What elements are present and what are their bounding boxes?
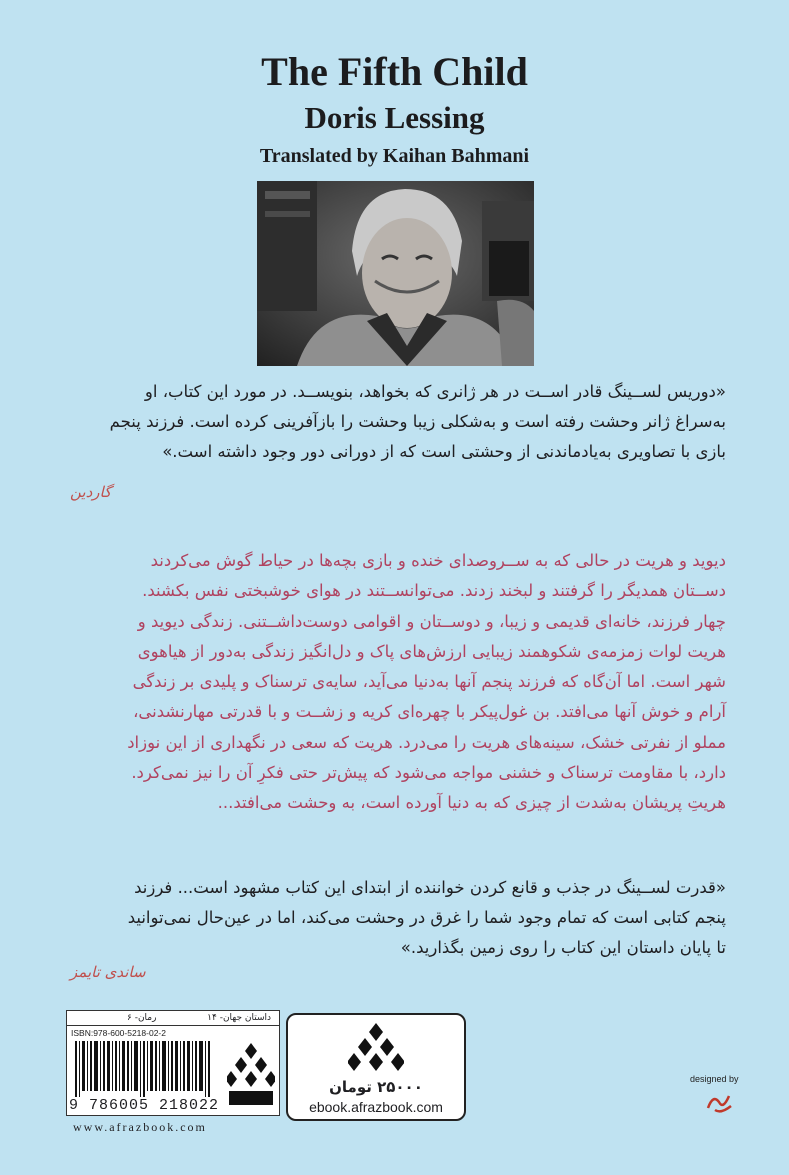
book-title: The Fifth Child [261,49,528,94]
author-photo [257,181,534,366]
ebook-url[interactable]: ebook.afrazbook.com [309,1099,443,1115]
review-line: تا پایان داستان این کتاب را روی زمین بگذارید.» [400,938,726,957]
translator-credit: Translated by Kaihan Bahmani [259,145,530,167]
series-info [67,1011,279,1026]
guardian-review [66,377,726,467]
designer-signature-icon [705,1088,735,1116]
isbn: ISBN:978-600-5218-02-2 [71,1028,166,1038]
author-name: Doris Lessing [304,100,485,135]
review-line: به‌سراغ ژانر وحشت رفته است و به‌شکلی زیبا وحشت را بازآفرینی کرده است. فرزند پنجم [109,412,726,431]
barcode-number: 9 786005 218022 [69,1097,220,1114]
review-line: بازی با تصاویری به‌یادماندنی از وحشتی است که از دورانی دور وجود داشته است.» [162,442,726,461]
publisher-website[interactable]: www.afrazbook.com [73,1120,207,1134]
publisher-logo-icon [227,1041,275,1107]
synopsis-line: شهر است. اما آن‌گاه که فرزند پنجم آنها به‌دنیا می‌آید، سایه‌ی ترسناک و پلیدی بر زندگی [132,672,726,692]
series-label: داستان جهان- ۱۴ [207,1013,271,1023]
price: ۲۵۰۰۰ تومان [329,1078,423,1096]
sunday-times-review [66,873,726,963]
review-line: «دوریس لســینگ قادر اســت در هر ژانری که بخواهد، بنویســد. در مورد این کتاب، او [144,382,726,401]
review-source-sunday-times: ساندی تایمز [70,963,146,981]
synopsis-line: دســتان همدیگر را گرفتند و لبخند زدند. می‌توانســتند در هوای خوشبختی نفس بکشند. [142,581,726,601]
synopsis-line: دارد، با مقاومت ترسناک و خشنی مواجه می‌شود که پیش‌تر حتی فکرِ آن را نیز نمی‌کرد. [131,763,726,783]
synopsis-line: آرام و خوش آنها می‌افتد. بن غول‌پیکر با چهره‌ای کریه و زشــت و با قدرتی مهارنشدنی، [133,702,726,722]
review-line: پنجم کتابی است که تمام وجود شما را غرق در وحشت می‌کند، اما در عین‌حال نمی‌توانید [127,908,726,927]
novel-label: رمان- ۶ [127,1013,157,1023]
publisher-price-box [286,1013,466,1121]
afraz-logo-icon [348,1021,404,1077]
designer-credit: designed by [690,1074,739,1084]
synopsis-line: چهار فرزند، خانه‌ای قدیمی و زیبا، و دوســتان و اقوامی دوست‌داشــتنی. زندگی دیوید و [137,611,726,631]
synopsis-line: هریتِ پریشان به‌شدت از چیزی که به دنیا آورده است، به وحشت می‌افتد... [217,793,726,813]
synopsis [66,546,726,819]
review-line: «قدرت لســینگ در جذب و قانع کردن خواننده از ابتدای این کتاب مشهود است... فرزند [134,878,726,897]
barcode-panel [66,1010,280,1116]
synopsis-line: هریت لوات زمزمه‌ی شکوهمند زیبایی ارزش‌های پاک و دل‌انگیز زندگی به‌دور از هیاهوی [137,641,726,661]
review-source-guardian: گاردین [70,483,112,501]
barcode-bars [71,1041,221,1097]
synopsis-line: مملو از نفرتی خشک، سینه‌های هریت را می‌درد. هریت که سعی در نگهداری از این نوزاد [127,732,726,752]
synopsis-line: دیوید و هریت در حالی که به ســروصدای خنده و بازی بچه‌ها در حیاط گوش می‌کردند [150,551,726,570]
